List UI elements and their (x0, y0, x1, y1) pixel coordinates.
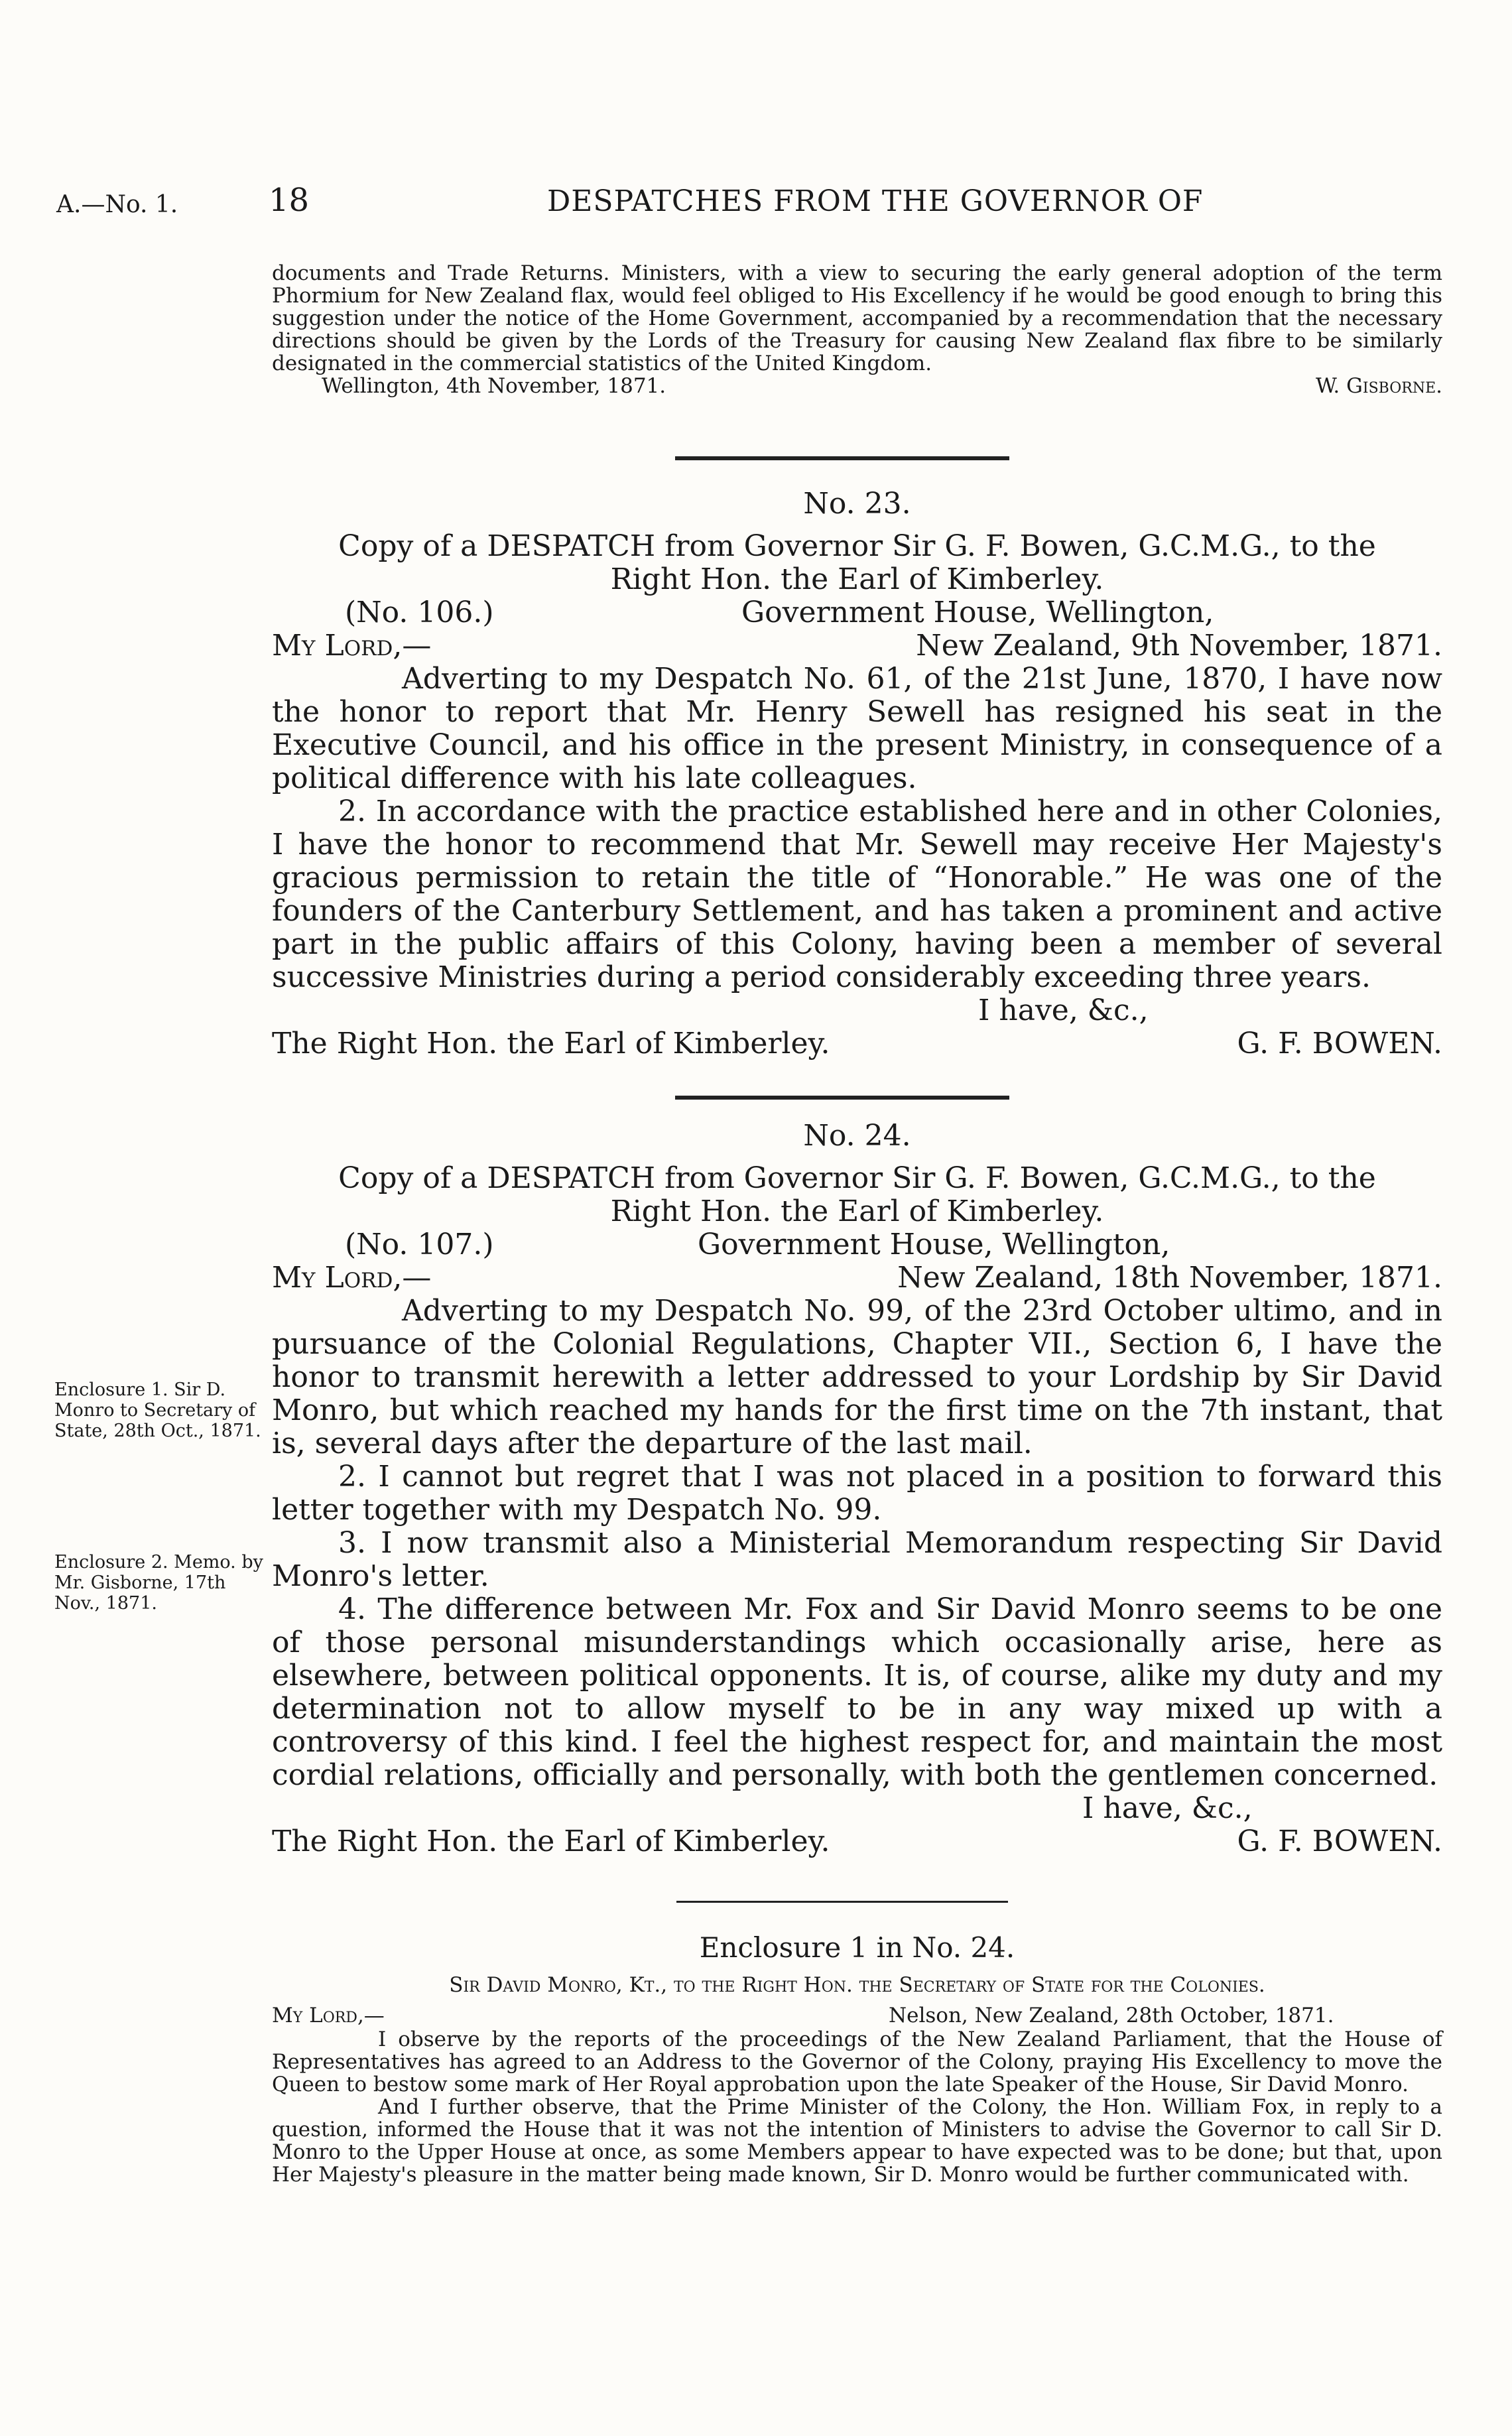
top-paragraph: documents and Trade Returns. Ministers, with a view to securing the early general adoption of the term Phormium for New Zealand flax, would feel obliged to His Excellency if he would be good enough to bring this suggestion under the notice of the Home Government, accompanied by a recommendation that the necessary directions should be given by the Lords of the Treasury for causing New Zealand flax fibre to be similarly designated in the commercial statistics of the United Kingdom. (272, 261, 1442, 375)
despatch-23-ref-row (272, 596, 1442, 629)
page-number: 18 (269, 182, 310, 219)
top-signature: W. Gisborne. (1315, 374, 1442, 398)
despatch-24-para-3: 3. I now transmit also a Ministerial Memorandum respecting Sir David Monro's letter. (272, 1526, 1442, 1593)
despatch-24-closing: I have, &c., (1082, 1791, 1253, 1825)
despatch-23-ref: (No. 106.) (345, 596, 494, 629)
despatch-24-signature: G. F. BOWEN. (1237, 1825, 1442, 1858)
despatch-24 (272, 1120, 1442, 1858)
despatch-23-title-line2: Right Hon. the Earl of Kimberley. (610, 562, 1104, 596)
despatch-23-title-line1: Copy of a DESPATCH from Governor Sir G. F. Bowen, G.C.M.G., to the (338, 529, 1376, 563)
despatch-24-sign-row (272, 1825, 1442, 1858)
despatch-23-date: New Zealand, 9th November, 1871. (916, 629, 1442, 663)
despatch-24-para-1: Adverting to my Despatch No. 99, of the 23rd October ultimo, and in pursuance of the Colonial Regulations, Chapter VII., Section 6, I have the honor to transmit herewith a letter addressed to your Lordship by Sir David Monro, but which reached my hands for the first time on the 7th instant, that is, several days after the departure of the last mail. (272, 1294, 1442, 1460)
enclosure-para-1: I observe by the reports of the proceedings of the New Zealand Parliament, that the House of Representatives has agreed to an Address to the Governor of the Colony, praying His Excellency to move the Queen to bestow some mark of Her Royal approbation upon the late Speaker of the House, Sir David Monro. (272, 2027, 1442, 2096)
despatch-23-addressee: The Right Hon. the Earl of Kimberley. (272, 1027, 830, 1060)
despatch-24-ref: (No. 107.) (345, 1228, 494, 1261)
despatch-24-salutation-row (272, 1261, 1442, 1295)
top-continued-text (272, 262, 1442, 399)
running-header (56, 182, 1466, 228)
enclosure-heading: Enclosure 1 in No. 24. (699, 1931, 1015, 1964)
despatch-24-ref-row (272, 1228, 1442, 1261)
margin-note-enclosure-1: Enclosure 1. Sir D. Monro to Secretary of State, 28th Oct., 1871. (54, 1379, 261, 1441)
margin-note-enclosure-2: Enclosure 2. Memo. by Mr. Gisborne, 17th Nov., 1871. (54, 1552, 263, 1614)
despatch-23-sign-row (272, 1027, 1442, 1060)
enclosure-subtitle: Sir David Monro, Kt., to the Right Hon. the Secretary of State for the Colonies. (449, 1973, 1265, 1997)
despatch-24-para-2: 2. I cannot but regret that I was not placed in a position to forward this letter together with my Despatch No. 99. (272, 1460, 1442, 1527)
despatch-24-salutation: My Lord,— (272, 1261, 432, 1295)
despatch-24-closing-row (272, 1792, 1442, 1825)
despatch-23-para-1: Adverting to my Despatch No. 61, of the 21st June, 1870, I have now the honor to report that Mr. Henry Sewell has resigned his seat in the Executive Council, and his office in the present Ministry, in consequence of a political difference with his late colleagues. (272, 662, 1442, 795)
despatch-23-closing-row (272, 994, 1442, 1027)
despatch-23-house: Government House, Wellington, (741, 596, 1214, 629)
top-sign-row (272, 375, 1442, 399)
top-place-date: Wellington, 4th November, 1871. (322, 374, 666, 398)
despatch-24-addressee: The Right Hon. the Earl of Kimberley. (272, 1825, 830, 1858)
despatch-23-heading: No. 23. (803, 487, 911, 521)
despatch-24-title-line1: Copy of a DESPATCH from Governor Sir G. F. Bowen, G.C.M.G., to the (338, 1161, 1376, 1195)
section-divider (675, 456, 1009, 460)
despatch-24-title-line2: Right Hon. the Earl of Kimberley. (610, 1194, 1104, 1228)
enclosure-1 (272, 1931, 1442, 2186)
despatch-24-para-4: 4. The difference between Mr. Fox and Sir David Monro seems to be one of those personal misunderstandings which occasionally arise, here as elsewhere, between political opponents. It is, of course, alike my duty and my determination not to allow myself to be in any way mixed up with a controversy of this kind. I feel the highest respect for, and maintain the most cordial relations, officially and personally, with both the gentlemen concerned. (272, 1592, 1442, 1792)
despatch-23-salutation-row (272, 629, 1442, 663)
despatch-23 (272, 487, 1442, 1060)
section-divider (675, 1096, 1009, 1100)
enclosure-date: Nelson, New Zealand, 28th October, 1871. (889, 2004, 1334, 2027)
enclosure-para-2: And I further observe, that the Prime Minister of the Colony, the Hon. William Fox, in reply to a question, informed the House that it was not the intention of Ministers to advise the Governor to call Sir D. Monro to the Upper House at once, as some Members appear to have expected was to be done; but that, upon Her Majesty's pleasure in the matter being made known, Sir D. Monro would be further communicated with. (272, 2095, 1442, 2187)
paper-code: A.—No. 1. (56, 191, 178, 218)
despatch-23-signature: G. F. BOWEN. (1237, 1027, 1442, 1060)
despatch-24-date: New Zealand, 18th November, 1871. (897, 1261, 1442, 1295)
despatch-23-closing: I have, &c., (978, 994, 1149, 1027)
despatch-24-house: Government House, Wellington, (698, 1228, 1170, 1261)
despatch-24-heading: No. 24. (803, 1119, 911, 1153)
section-divider (676, 1901, 1008, 1903)
header-title: DESPATCHES FROM THE GOVERNOR OF (547, 184, 1204, 218)
despatch-23-para-2: 2. In accordance with the practice established here and in other Colonies, I have the honor to recommend that Mr. Sewell may receive Her Majesty's gracious permission to retain the title of “Honorable.” He was one of the founders of the Canterbury Settlement, and has taken a prominent and active part in the public affairs of this Colony, having been a member of several successive Ministries during a period considerably exceeding three years. (272, 795, 1442, 994)
enclosure-salutation: My Lord,— (272, 2004, 385, 2027)
enclosure-salutation-row (272, 2004, 1442, 2028)
despatch-23-salutation: My Lord,— (272, 629, 432, 663)
